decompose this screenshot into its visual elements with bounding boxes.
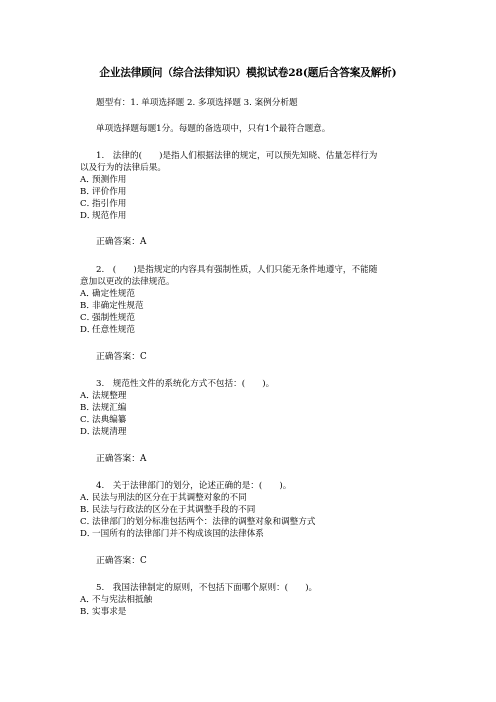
question-2-option-a [80,289,135,300]
option-letter: C． [80,415,96,425]
question-1-stem-line1: 1. 法律的( )是指人们根据法律的规定，可以预先知晓、估量怎样行为 [96,151,378,161]
option-letter: C． [80,313,96,323]
option-text: 规范作用 [92,211,127,221]
option-text: 不与宪法相抵触 [92,595,153,605]
question-3-answer: 正确答案：A [96,454,147,464]
question-types-line: 题型有：1. 单项选择题 2. 多项选择题 3. 案例分析题 [96,98,298,108]
option-text: 确定性规范 [92,289,135,299]
question-5-option-a [80,595,152,606]
option-text: 民法与刑法的区分在于其调整对象的不同 [92,493,247,503]
question-2-stem-line1: 2. ( )是指规定的内容具有强制性质，人们只能无条件地遵守，不能随 [96,265,378,275]
question-2-answer: 正确答案：C [96,352,147,362]
option-letter: B． [80,301,95,311]
question-2-option-c [80,313,135,324]
option-text: 评价作用 [92,187,127,197]
option-text: 民法与行政法的区分在于其调整手段的不同 [92,505,256,515]
question-5-option-b [80,607,126,618]
option-text: 任意性规范 [92,325,135,335]
question-4-option-b [80,505,255,516]
option-letter: A． [80,175,95,185]
question-4-option-a [80,493,247,504]
option-text: 法规汇编 [92,403,127,413]
question-3-option-d [80,427,126,438]
option-letter: B． [80,403,95,413]
option-letter: C． [80,199,96,209]
option-letter: D． [80,427,96,437]
option-text: 法规整理 [92,391,127,401]
option-text: 指引作用 [92,199,127,209]
question-1-option-b [80,187,126,198]
question-1-option-d [80,211,126,222]
question-5-stem-line1: 5. 我国法律制定的原则，不包括下面哪个原则：( )。 [96,583,318,593]
question-2-option-b [80,301,144,312]
question-4-option-c [80,517,315,528]
option-letter: B． [80,505,95,515]
option-letter: B． [80,187,95,197]
option-letter: A． [80,391,95,401]
question-1-stem-line2: 以及行为的法律后果。 [80,163,166,173]
option-text: 强制性规范 [92,313,135,323]
question-3-stem-line1: 3. 规范性文件的系统化方式不包括：( )。 [96,379,275,389]
option-letter: D． [80,325,96,335]
option-text: 实事求是 [92,607,127,617]
question-4-answer: 正确答案：C [96,556,147,566]
question-3-option-b [80,403,126,414]
section-intro: 单项选择题每题1分。每题的备选项中，只有1个最符合题意。 [96,124,331,134]
question-1-option-c [80,199,126,210]
option-letter: D． [80,211,96,221]
question-1-answer: 正确答案：A [96,237,147,247]
option-letter: C． [80,517,96,527]
option-text: 非确定性规范 [92,301,144,311]
option-text: 预测作用 [92,175,127,185]
option-letter: A． [80,493,95,503]
question-3-option-a [80,391,126,402]
option-letter: A． [80,595,95,605]
document-title: 企业法律顾问（综合法律知识）模拟试卷28(题后含答案及解析) [99,67,397,79]
question-3-option-c [80,415,126,426]
option-text: 法律部门的划分标准包括两个：法律的调整对象和调整方式 [92,517,316,527]
question-4-stem-line1: 4. 关于法律部门的划分，论述正确的是：( )。 [96,481,292,491]
question-4-option-d [80,529,264,540]
question-1-option-a [80,175,126,186]
question-2-option-d [80,325,135,336]
option-letter: D． [80,529,96,539]
question-2-stem-line2: 意加以更改的法律规范。 [80,277,175,287]
option-letter: B． [80,607,95,617]
option-text: 法典编纂 [92,415,127,425]
option-letter: A． [80,289,95,299]
option-text: 一国所有的法律部门并不构成该国的法律体系 [92,529,264,539]
option-text: 法规清理 [92,427,127,437]
